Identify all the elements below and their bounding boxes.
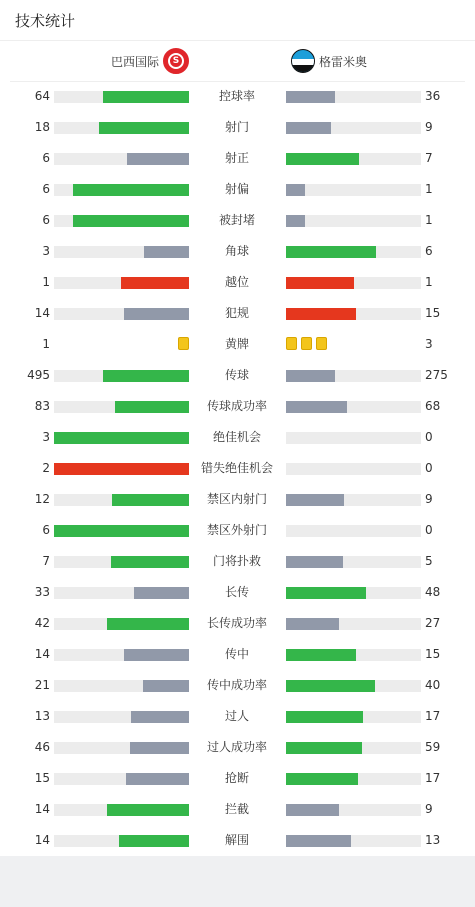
home-bar-track [54,153,189,165]
yellow-card-icon [178,337,189,350]
stat-label: 解围 [224,833,249,847]
away-value: 9 [425,120,433,134]
home-value: 6 [42,182,50,196]
away-value: 9 [425,802,433,816]
home-yellow-cards [178,337,189,350]
away-bar-track [286,618,421,630]
home-bar-track [54,587,189,599]
away-bar [286,556,343,568]
stat-label: 抢断 [224,771,249,785]
home-value: 14 [34,802,50,816]
away-value: 68 [425,399,441,413]
stat-row [0,391,475,422]
away-bar-track [286,742,421,754]
yellow-card-icon [286,337,297,350]
home-value: 64 [34,89,50,103]
stat-row [0,670,475,701]
away-value: 36 [425,89,441,103]
home-value: 14 [34,833,50,847]
away-value: 15 [425,306,441,320]
home-bar-track [54,525,189,537]
stat-row [0,763,475,794]
home-bar-track [54,804,189,816]
stat-row [0,174,475,205]
away-value: 5 [425,554,433,568]
away-bar-track [286,432,421,444]
stat-label: 过人 [224,709,249,723]
away-team-name: 格雷米奥 [319,54,368,69]
home-bar [54,525,189,537]
home-value: 14 [34,647,50,661]
away-bar [286,835,351,847]
away-bar-track [286,835,421,847]
home-bar [99,122,189,134]
yellow-card-icon [316,337,327,350]
away-value: 15 [425,647,441,661]
home-bar-track [54,556,189,568]
home-value: 42 [34,616,50,630]
home-bar [73,215,189,227]
away-value: 6 [425,244,433,258]
stat-row [0,267,475,298]
stat-label: 角球 [224,244,249,258]
stat-row [0,484,475,515]
away-value: 13 [425,833,441,847]
away-value: 0 [425,430,433,444]
home-bar-track [54,370,189,382]
away-bar-track [286,680,421,692]
away-bar [286,370,335,382]
gremio-crest-icon [291,49,315,73]
home-bar-track [54,463,189,475]
yellow-card-icon [301,337,312,350]
stat-label: 禁区外射门 [206,523,267,537]
home-value: 46 [34,740,50,754]
away-value: 59 [425,740,441,754]
home-bar [112,494,189,506]
stat-row [0,701,475,732]
home-value: 2 [42,461,50,475]
home-bar-track [54,835,189,847]
away-bar-track [286,649,421,661]
away-bar [286,773,358,785]
away-bar-track [286,773,421,785]
away-bar [286,649,356,661]
stat-row [0,143,475,174]
stat-row [0,329,475,360]
away-bar [286,587,366,599]
home-bar [124,649,189,661]
away-bar-track [286,370,421,382]
away-value: 48 [425,585,441,599]
home-bar-track [54,184,189,196]
home-bar-track [54,618,189,630]
stat-row [0,360,475,391]
home-value: 12 [34,492,50,506]
stat-label: 禁区内射门 [206,492,267,506]
home-bar [107,804,189,816]
home-bar-track [54,773,189,785]
stat-row [0,112,475,143]
home-value: 6 [42,213,50,227]
away-value: 1 [425,275,433,289]
stats-list [0,81,475,856]
stat-row [0,825,475,856]
away-bar-track [286,277,421,289]
internacional-crest-icon: S [163,48,189,74]
home-value: 14 [34,306,50,320]
away-bar [286,742,362,754]
stat-row [0,577,475,608]
stat-row [0,608,475,639]
stat-label: 长传成功率 [206,616,267,630]
away-value: 0 [425,523,433,537]
home-bar-track [54,401,189,413]
away-value: 27 [425,616,441,630]
away-bar [286,308,356,320]
home-team[interactable] [111,41,189,81]
home-bar [115,401,189,413]
away-bar-track [286,91,421,103]
away-value: 0 [425,461,433,475]
home-bar [121,277,189,289]
away-yellow-cards [286,337,327,350]
away-bar [286,153,359,165]
away-bar [286,184,305,196]
away-value: 40 [425,678,441,692]
home-bar [54,463,189,475]
home-bar [130,742,189,754]
home-bar-track [54,308,189,320]
home-value: 3 [42,430,50,444]
stat-label: 黄牌 [224,337,249,351]
stat-label: 长传 [224,585,249,599]
stat-label: 被封堵 [218,213,255,227]
away-bar-track [286,463,421,475]
home-bar-track [54,742,189,754]
home-bar-track [54,494,189,506]
stat-row [0,236,475,267]
home-bar [73,184,189,196]
home-bar [144,246,189,258]
away-bar [286,711,363,723]
stat-label: 犯规 [224,306,249,320]
home-bar-track [54,277,189,289]
home-bar [103,91,189,103]
home-value: 13 [34,709,50,723]
home-bar [119,835,189,847]
stat-row [0,732,475,763]
stat-label: 拦截 [224,802,249,816]
stat-row [0,453,475,484]
away-value: 3 [425,337,433,351]
home-bar-track [54,680,189,692]
stat-label: 传球 [224,368,249,382]
away-bar [286,215,305,227]
stat-label: 错失绝佳机会 [200,461,273,475]
home-value: 18 [34,120,50,134]
stat-label: 越位 [224,275,249,289]
home-bar [127,153,189,165]
away-bar-track [286,122,421,134]
stat-row [0,639,475,670]
home-bar [124,308,189,320]
away-bar-track [286,401,421,413]
home-bar [111,556,189,568]
away-bar [286,246,376,258]
home-bar-track [54,711,189,723]
away-bar-track [286,804,421,816]
home-bar-track [54,215,189,227]
teams-header [10,41,465,82]
away-bar-track [286,494,421,506]
stat-label: 门将扑救 [212,554,261,568]
away-bar [286,277,354,289]
stat-row [0,298,475,329]
home-value: 6 [42,523,50,537]
away-bar-track [286,308,421,320]
stat-label: 射门 [224,120,249,134]
stat-label: 控球率 [218,89,255,103]
away-value: 7 [425,151,433,165]
home-bar [131,711,189,723]
home-bar-track [54,246,189,258]
home-value: 3 [42,244,50,258]
away-value: 17 [425,709,441,723]
away-value: 1 [425,213,433,227]
stat-row [0,205,475,236]
home-value: 83 [34,399,50,413]
stat-row [0,515,475,546]
away-bar-track [286,215,421,227]
stat-label: 传中成功率 [206,678,267,692]
away-bar [286,494,344,506]
stat-label: 射偏 [224,182,249,196]
away-value: 9 [425,492,433,506]
away-value: 17 [425,771,441,785]
away-bar-track [286,556,421,568]
stat-label: 过人成功率 [206,740,267,754]
away-bar-track [286,184,421,196]
away-bar [286,91,335,103]
stat-row [0,794,475,825]
page-title: 技术统计 [15,11,76,30]
home-bar [54,432,189,444]
home-bar-track [54,91,189,103]
home-bar-track [54,432,189,444]
away-bar-track [286,525,421,537]
stat-label: 传中 [224,647,249,661]
away-bar [286,401,347,413]
away-bar [286,680,375,692]
home-value: 7 [42,554,50,568]
home-bar [107,618,189,630]
stat-label: 绝佳机会 [212,430,261,444]
away-bar [286,618,339,630]
away-bar-track [286,246,421,258]
home-bar [134,587,189,599]
home-bar-track [54,122,189,134]
stat-label: 传球成功率 [206,399,267,413]
away-bar [286,804,339,816]
stat-row [0,546,475,577]
home-value: 6 [42,151,50,165]
away-bar-track [286,153,421,165]
home-value: 495 [27,368,50,382]
stat-label: 射正 [224,151,249,165]
stat-row [0,81,475,112]
home-team-name: 巴西国际 [110,54,159,69]
home-value: 1 [42,275,50,289]
home-value: 1 [42,337,50,351]
away-value: 1 [425,182,433,196]
away-bar-track [286,587,421,599]
home-value: 15 [34,771,50,785]
home-bar [103,370,189,382]
away-bar [286,122,331,134]
page-header [0,0,475,41]
home-value: 33 [34,585,50,599]
home-bar-track [54,649,189,661]
home-value: 21 [34,678,50,692]
away-team[interactable] [291,41,367,81]
away-bar-track [286,711,421,723]
home-bar [143,680,189,692]
stat-row [0,422,475,453]
away-value: 275 [425,368,448,382]
home-bar [126,773,189,785]
